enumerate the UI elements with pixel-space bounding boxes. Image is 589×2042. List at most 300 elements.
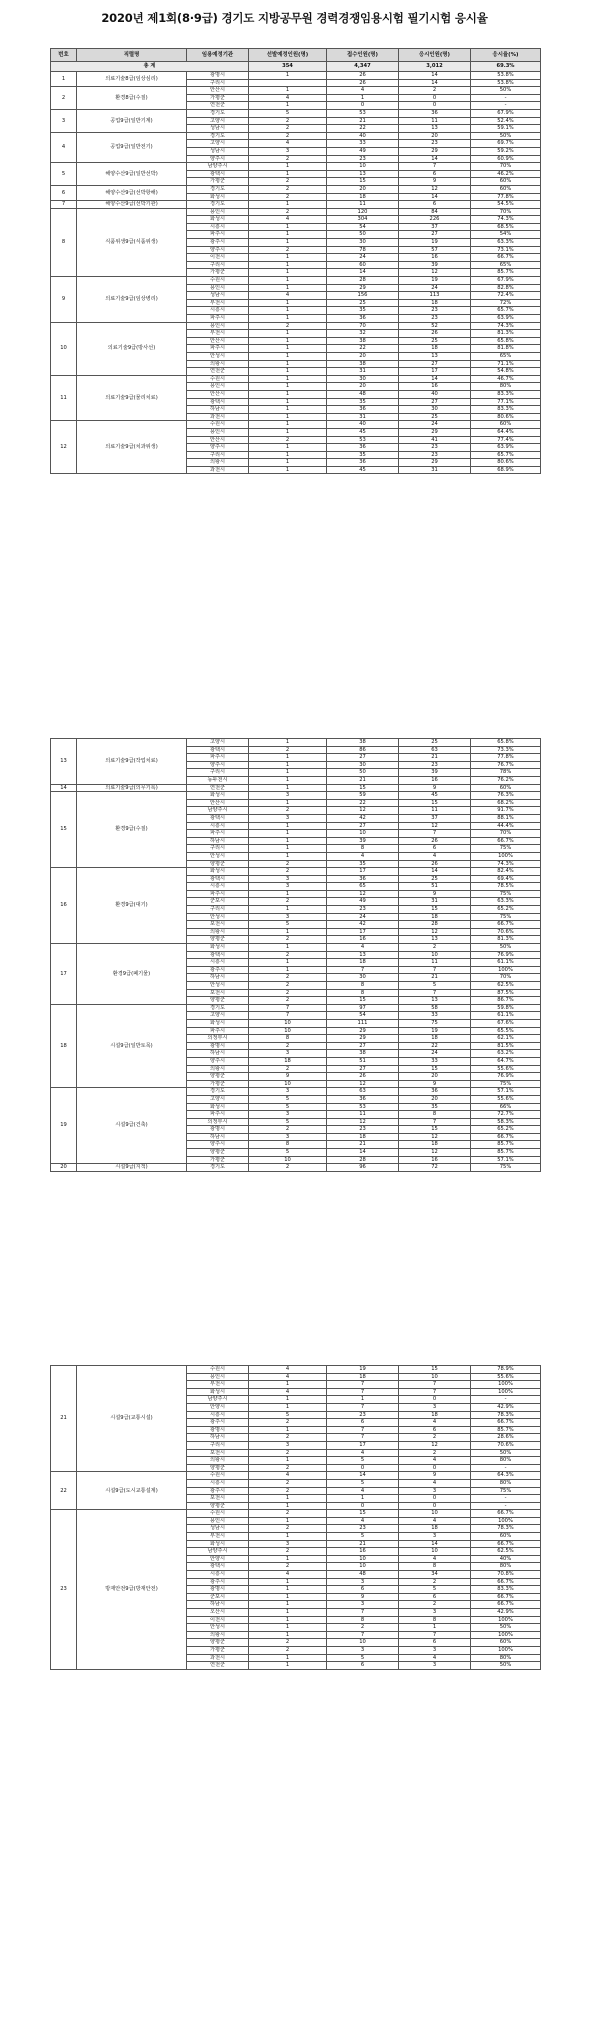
cell-agency: 성남시 — [187, 1525, 249, 1533]
cell-received: 4 — [327, 852, 399, 860]
cell-attended: 4 — [399, 852, 471, 860]
cell-agency: 과천시 — [187, 1654, 249, 1662]
cell-attended: 28 — [399, 921, 471, 929]
cell-attended: 3 — [399, 1609, 471, 1617]
cell-received: 6 — [327, 1419, 399, 1427]
cell-group-no: 11 — [51, 375, 77, 421]
cell-attended: 6 — [399, 170, 471, 178]
cell-selected: 2 — [249, 1639, 327, 1647]
cell-attended: 29 — [399, 459, 471, 467]
cell-selected: 4 — [249, 1472, 327, 1480]
cell-rate: 70% — [471, 208, 541, 216]
cell-attended: 13 — [399, 936, 471, 944]
cell-attended: 25 — [399, 413, 471, 421]
cell-agency: 구리시 — [187, 451, 249, 459]
cell-received: 22 — [327, 345, 399, 353]
cell-selected: 1 — [249, 1381, 327, 1389]
cell-rate: 64.3% — [471, 1472, 541, 1480]
cell-selected: 8 — [249, 1141, 327, 1149]
cell-selected: 10 — [249, 1080, 327, 1088]
cell-received: 7 — [327, 1381, 399, 1389]
cell-job-title: 의료기술9급(임상병리) — [77, 277, 187, 323]
cell-agency: 의왕시 — [187, 1457, 249, 1465]
cell-agency: 광택시 — [187, 951, 249, 959]
table-page-2 — [50, 738, 540, 1172]
cell-rate: 81.8% — [471, 345, 541, 353]
cell-attended: 15 — [399, 1065, 471, 1073]
cell-agency: 가평군 — [187, 1080, 249, 1088]
cell-rate: 66.7% — [471, 1540, 541, 1548]
cell-attended: 2 — [399, 1449, 471, 1457]
cell-selected: 1 — [249, 1517, 327, 1525]
cell-agency: 광명시 — [187, 1042, 249, 1050]
cell-agency: 시흥시 — [187, 307, 249, 315]
cell-selected: 1 — [249, 330, 327, 338]
cell-rate: 100% — [471, 852, 541, 860]
cell-rate: 44.4% — [471, 822, 541, 830]
cell-selected: 1 — [249, 163, 327, 171]
cell-attended: 3 — [399, 1646, 471, 1654]
cell-selected: 1 — [249, 459, 327, 467]
cell-agency: 고양시 — [187, 1095, 249, 1103]
cell-attended: 20 — [399, 1095, 471, 1103]
cell-attended: 9 — [399, 178, 471, 186]
cell-attended: 16 — [399, 776, 471, 784]
cell-selected: 1 — [249, 239, 327, 247]
total-label: 총 계 — [51, 62, 249, 72]
header-job: 직렬명 — [77, 49, 187, 62]
cell-selected: 2 — [249, 1419, 327, 1427]
cell-received: 30 — [327, 239, 399, 247]
cell-selected: 3 — [249, 1133, 327, 1141]
cell-group-no: 4 — [51, 132, 77, 162]
cell-agency: 가평군 — [187, 1156, 249, 1164]
cell-rate: 67.9% — [471, 277, 541, 285]
cell-rate: 60% — [471, 178, 541, 186]
cell-rate: 50% — [471, 1662, 541, 1670]
cell-rate: 65.5% — [471, 1027, 541, 1035]
cell-job-title: 의료기술9급(작업치료) — [77, 739, 187, 785]
cell-attended: 4 — [399, 1457, 471, 1465]
cell-attended: 37 — [399, 223, 471, 231]
cell-received: 17 — [327, 868, 399, 876]
cell-attended: 52 — [399, 322, 471, 330]
cell-agency: 가평군 — [187, 269, 249, 277]
cell-selected: 7 — [249, 1012, 327, 1020]
cell-received: 60 — [327, 261, 399, 269]
table-row — [51, 1472, 541, 1480]
cell-rate: 57.1% — [471, 1156, 541, 1164]
cell-attended: 15 — [399, 1366, 471, 1374]
cell-rate: 77.4% — [471, 436, 541, 444]
cell-group-no: 16 — [51, 868, 77, 944]
cell-rate: 81.3% — [471, 936, 541, 944]
cell-received: 5 — [327, 1533, 399, 1541]
cell-selected: 1 — [249, 1624, 327, 1632]
cell-attended: 3 — [399, 1403, 471, 1411]
cell-rate: - — [471, 1495, 541, 1503]
cell-agency: 광주시 — [187, 239, 249, 247]
cell-received: 63 — [327, 1088, 399, 1096]
cell-rate: 81.3% — [471, 330, 541, 338]
cell-rate: 75% — [471, 1080, 541, 1088]
cell-job-title: 시설9급(지적) — [77, 1164, 187, 1172]
cell-selected: 3 — [249, 1441, 327, 1449]
cell-received: 14 — [327, 1149, 399, 1157]
cell-selected: 2 — [249, 997, 327, 1005]
cell-selected: 1 — [249, 223, 327, 231]
cell-received: 65 — [327, 883, 399, 891]
cell-selected: 1 — [249, 383, 327, 391]
cell-selected: 1 — [249, 72, 327, 80]
cell-group-no: 2 — [51, 87, 77, 110]
cell-agency: 구리시 — [187, 906, 249, 914]
cell-attended: 31 — [399, 898, 471, 906]
cell-selected: 1 — [249, 261, 327, 269]
cell-selected: 1 — [249, 769, 327, 777]
cell-selected: 1 — [249, 398, 327, 406]
cell-rate: 65.7% — [471, 307, 541, 315]
cell-group-no: 9 — [51, 277, 77, 323]
cell-selected — [249, 79, 327, 87]
cell-agency: 광명시 — [187, 1426, 249, 1434]
cell-selected: 5 — [249, 1118, 327, 1126]
cell-selected: 2 — [249, 1164, 327, 1172]
cell-rate: 76.2% — [471, 776, 541, 784]
cell-selected: 5 — [249, 109, 327, 117]
cell-received: 30 — [327, 974, 399, 982]
cell-received: 35 — [327, 860, 399, 868]
cell-agency: 수원시 — [187, 277, 249, 285]
cell-selected: 3 — [249, 913, 327, 921]
cell-attended: 27 — [399, 231, 471, 239]
cell-agency: 광주시 — [187, 966, 249, 974]
cell-selected: 1 — [249, 1396, 327, 1404]
cell-received: 31 — [327, 368, 399, 376]
cell-agency: 용인시 — [187, 1373, 249, 1381]
cell-received: 3 — [327, 1646, 399, 1654]
cell-selected: 2 — [249, 807, 327, 815]
cell-received: 36 — [327, 315, 399, 323]
cell-rate: 73.3% — [471, 746, 541, 754]
cell-received: 4 — [327, 1517, 399, 1525]
cell-agency: 가평군 — [187, 178, 249, 186]
cell-rate: - — [471, 1396, 541, 1404]
cell-received: 20 — [327, 383, 399, 391]
cell-rate: 74.3% — [471, 216, 541, 224]
cell-attended: 18 — [399, 1411, 471, 1419]
cell-group-no: 3 — [51, 109, 77, 132]
cell-received: 36 — [327, 1095, 399, 1103]
cell-received: 86 — [327, 746, 399, 754]
cell-agency: 가평군 — [187, 94, 249, 102]
cell-received: 7 — [327, 1403, 399, 1411]
cell-attended: 113 — [399, 292, 471, 300]
table-row — [51, 375, 541, 383]
cell-received: 7 — [327, 1434, 399, 1442]
cell-rate: 64.4% — [471, 428, 541, 436]
cell-received: 10 — [327, 163, 399, 171]
cell-received: 4 — [327, 1487, 399, 1495]
cell-received: 45 — [327, 466, 399, 474]
cell-received: 3 — [327, 1578, 399, 1586]
cell-selected: 1 — [249, 307, 327, 315]
cell-agency: 오산시 — [187, 1609, 249, 1617]
cell-received: 59 — [327, 792, 399, 800]
cell-received: 4 — [327, 1449, 399, 1457]
cell-selected: 1 — [249, 1616, 327, 1624]
cell-received: 1 — [327, 1495, 399, 1503]
cell-agency: 의정부시 — [187, 1118, 249, 1126]
cell-job-title: 해양수산9급(선박기관) — [77, 201, 187, 209]
cell-selected: 1 — [249, 852, 327, 860]
cell-received: 36 — [327, 459, 399, 467]
cell-agency: 하남시 — [187, 974, 249, 982]
cell-agency: 양평군 — [187, 1464, 249, 1472]
cell-agency: 용인시 — [187, 428, 249, 436]
header-rate: 응시율(%) — [471, 49, 541, 62]
cell-selected: 1 — [249, 352, 327, 360]
table-row — [51, 163, 541, 171]
cell-agency: 포천시 — [187, 989, 249, 997]
cell-attended: 17 — [399, 368, 471, 376]
table-row — [51, 208, 541, 216]
cell-received: 7 — [327, 1631, 399, 1639]
cell-received: 53 — [327, 109, 399, 117]
cell-agency: 양주시 — [187, 246, 249, 254]
cell-attended: 8 — [399, 1616, 471, 1624]
cell-agency: 광택시 — [187, 170, 249, 178]
table-row — [51, 739, 541, 747]
cell-selected: 2 — [249, 125, 327, 133]
cell-attended: 8 — [399, 1111, 471, 1119]
cell-received: 0 — [327, 1464, 399, 1472]
table-row — [51, 277, 541, 285]
table-row — [51, 868, 541, 876]
cell-attended: 14 — [399, 1540, 471, 1548]
cell-rate: 100% — [471, 1646, 541, 1654]
cell-agency: 안성시 — [187, 913, 249, 921]
cell-rate: 85.7% — [471, 269, 541, 277]
cell-selected: 1 — [249, 337, 327, 345]
cell-rate: 76.9% — [471, 1073, 541, 1081]
cell-agency: 화성시 — [187, 792, 249, 800]
cell-rate: 63.3% — [471, 898, 541, 906]
cell-rate: 54.8% — [471, 368, 541, 376]
cell-attended: 37 — [399, 814, 471, 822]
cell-rate: 55.6% — [471, 1095, 541, 1103]
cell-agency: 시흥시 — [187, 1571, 249, 1579]
cell-rate: 86.7% — [471, 997, 541, 1005]
cell-received: 13 — [327, 951, 399, 959]
cell-agency: 파주시 — [187, 315, 249, 323]
cell-agency: 의정부시 — [187, 1035, 249, 1043]
cell-selected: 1 — [249, 776, 327, 784]
cell-agency: 양평군 — [187, 860, 249, 868]
header-no: 번호 — [51, 49, 77, 62]
cell-selected: 3 — [249, 792, 327, 800]
table-row — [51, 201, 541, 209]
cell-agency: 안산시 — [187, 87, 249, 95]
cell-selected: 1 — [249, 1495, 327, 1503]
cell-rate: 78.5% — [471, 883, 541, 891]
exam-rate-table-2 — [50, 738, 541, 1172]
cell-rate: 52.4% — [471, 117, 541, 125]
cell-attended: 7 — [399, 1118, 471, 1126]
cell-agency: 군포시 — [187, 898, 249, 906]
cell-agency: 안양시 — [187, 1403, 249, 1411]
cell-received: 26 — [327, 1073, 399, 1081]
cell-attended: 0 — [399, 94, 471, 102]
cell-received: 18 — [327, 1373, 399, 1381]
cell-agency: 양주시 — [187, 444, 249, 452]
cell-agency: 시흥시 — [187, 1479, 249, 1487]
cell-selected: 1 — [249, 231, 327, 239]
cell-selected: 2 — [249, 185, 327, 193]
table-row — [51, 72, 541, 80]
cell-rate: 63.9% — [471, 315, 541, 323]
cell-rate: 54% — [471, 231, 541, 239]
cell-attended: 16 — [399, 383, 471, 391]
cell-rate: 62.5% — [471, 1548, 541, 1556]
cell-agency: 고양시 — [187, 117, 249, 125]
cell-job-title: 환경9급(수질) — [77, 792, 187, 868]
cell-agency: 연천군 — [187, 1662, 249, 1670]
cell-selected: 1 — [249, 1502, 327, 1510]
cell-rate: 75% — [471, 1487, 541, 1495]
cell-rate: 70.6% — [471, 1441, 541, 1449]
cell-rate: 76.3% — [471, 792, 541, 800]
cell-selected: 1 — [249, 315, 327, 323]
cell-received: 28 — [327, 1156, 399, 1164]
cell-selected: 2 — [249, 1479, 327, 1487]
cell-attended: 15 — [399, 799, 471, 807]
cell-received: 4 — [327, 87, 399, 95]
cell-rate: 82.8% — [471, 284, 541, 292]
cell-rate: 69.4% — [471, 875, 541, 883]
cell-received: 26 — [327, 79, 399, 87]
cell-rate: 100% — [471, 1517, 541, 1525]
cell-received: 27 — [327, 822, 399, 830]
cell-rate: 78.9% — [471, 1366, 541, 1374]
cell-attended: 34 — [399, 1571, 471, 1579]
cell-received: 8 — [327, 845, 399, 853]
cell-agency: 남양주시 — [187, 163, 249, 171]
cell-received: 14 — [327, 1472, 399, 1480]
cell-attended: 7 — [399, 163, 471, 171]
cell-rate: 85.7% — [471, 1149, 541, 1157]
cell-selected: 1 — [249, 799, 327, 807]
cell-agency: 고양시 — [187, 140, 249, 148]
cell-attended: 19 — [399, 277, 471, 285]
cell-agency: 양주시 — [187, 155, 249, 163]
cell-agency: 가평군 — [187, 1646, 249, 1654]
cell-attended: 12 — [399, 1133, 471, 1141]
cell-selected: 1 — [249, 1654, 327, 1662]
cell-attended: 7 — [399, 989, 471, 997]
cell-selected: 1 — [249, 368, 327, 376]
cell-selected: 3 — [249, 875, 327, 883]
cell-attended: 21 — [399, 754, 471, 762]
cell-agency: 의왕시 — [187, 1065, 249, 1073]
cell-rate: 66.7% — [471, 837, 541, 845]
cell-agency: 남양주시 — [187, 1396, 249, 1404]
cell-rate: 50% — [471, 87, 541, 95]
cell-received: 16 — [327, 1548, 399, 1556]
cell-received: 49 — [327, 898, 399, 906]
cell-attended: 7 — [399, 830, 471, 838]
cell-attended: 5 — [399, 1586, 471, 1594]
cell-received: 38 — [327, 1050, 399, 1058]
cell-rate: 50% — [471, 1624, 541, 1632]
cell-rate: 60% — [471, 1533, 541, 1541]
cell-attended: 10 — [399, 1373, 471, 1381]
cell-selected: 2 — [249, 193, 327, 201]
cell-group-no: 18 — [51, 1004, 77, 1088]
cell-rate: 46.2% — [471, 170, 541, 178]
cell-attended: 39 — [399, 769, 471, 777]
cell-rate: 70% — [471, 974, 541, 982]
cell-attended: 10 — [399, 1548, 471, 1556]
cell-rate: 65.2% — [471, 906, 541, 914]
cell-attended: 13 — [399, 352, 471, 360]
cell-received: 0 — [327, 1502, 399, 1510]
cell-agency: 고양시 — [187, 739, 249, 747]
cell-agency: 구리시 — [187, 261, 249, 269]
cell-received: 42 — [327, 921, 399, 929]
cell-attended: 4 — [399, 1654, 471, 1662]
cell-attended: 10 — [399, 951, 471, 959]
cell-selected: 4 — [249, 94, 327, 102]
cell-attended: 25 — [399, 337, 471, 345]
cell-received: 17 — [327, 928, 399, 936]
cell-selected: 1 — [249, 170, 327, 178]
cell-selected: 1 — [249, 1578, 327, 1586]
cell-attended: 11 — [399, 959, 471, 967]
cell-rate: 68.2% — [471, 799, 541, 807]
cell-attended: 4 — [399, 1555, 471, 1563]
cell-selected: 3 — [249, 883, 327, 891]
cell-attended: 39 — [399, 261, 471, 269]
cell-job-title: 의료기술8급(임상심리) — [77, 72, 187, 87]
cell-selected: 1 — [249, 1586, 327, 1594]
cell-rate: 40% — [471, 1555, 541, 1563]
cell-rate: 60% — [471, 185, 541, 193]
cell-received: 15 — [327, 997, 399, 1005]
cell-attended: 9 — [399, 1080, 471, 1088]
cell-agency: 광택시 — [187, 1563, 249, 1571]
cell-received: 7 — [327, 1388, 399, 1396]
cell-attended: 3 — [399, 1533, 471, 1541]
cell-agency: 경기도 — [187, 1164, 249, 1172]
cell-attended: 30 — [399, 406, 471, 414]
cell-received: 36 — [327, 875, 399, 883]
cell-selected: 1 — [249, 944, 327, 952]
cell-agency: 구리시 — [187, 1441, 249, 1449]
cell-rate: 78.3% — [471, 1411, 541, 1419]
header-received: 접수인원(명) — [327, 49, 399, 62]
cell-rate: 80.6% — [471, 413, 541, 421]
cell-rate: 53.8% — [471, 72, 541, 80]
cell-rate: 59.2% — [471, 147, 541, 155]
cell-agency: 부천시 — [187, 330, 249, 338]
cell-attended: 26 — [399, 837, 471, 845]
cell-rate: 70.6% — [471, 928, 541, 936]
cell-agency: 광주시 — [187, 1578, 249, 1586]
cell-group-no: 21 — [51, 1366, 77, 1472]
cell-rate: 76.9% — [471, 951, 541, 959]
cell-rate: 80.6% — [471, 459, 541, 467]
